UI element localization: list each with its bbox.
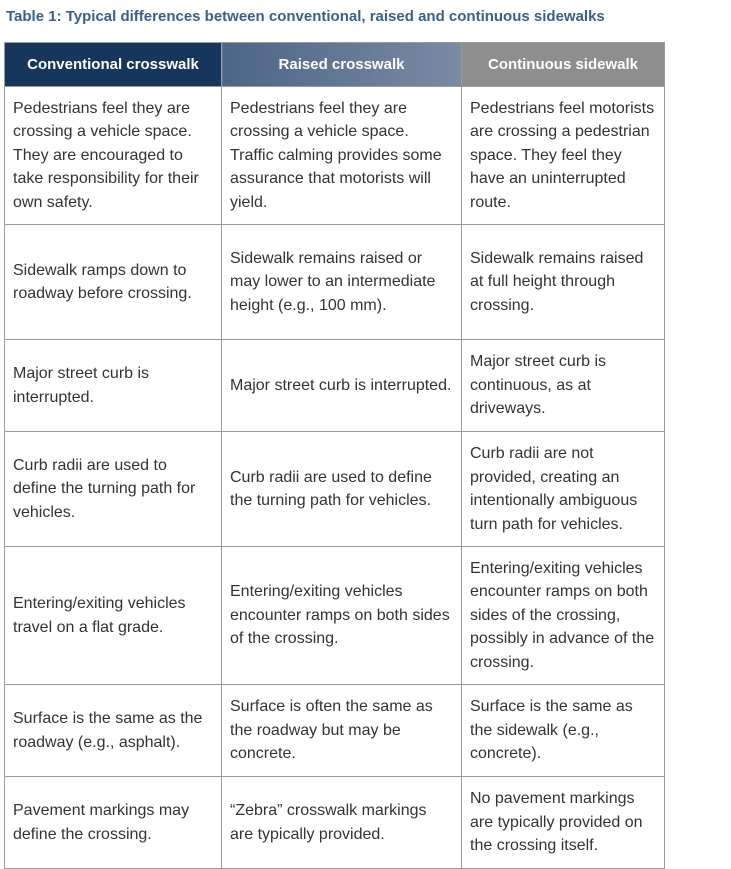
table-cell: Curb radii are not provided, creating an intentionally ambiguous turn path for vehicles.	[462, 432, 665, 547]
table-cell: Major street curb is continuous, as at driveways.	[462, 340, 665, 432]
table-header-row	[5, 43, 665, 87]
table-cell: Curb radii are used to define the turning path for vehicles.	[5, 432, 222, 547]
comparison-table	[4, 42, 665, 869]
table-row-surface	[5, 685, 665, 777]
table-row-curb	[5, 340, 665, 432]
table-row-sidewalk-height	[5, 225, 665, 340]
table-cell: Entering/exiting vehicles encounter ramps on both sides of the crossing.	[222, 547, 462, 685]
table-cell: Sidewalk ramps down to roadway before crossing.	[5, 225, 222, 340]
header-raised-crosswalk: Raised crosswalk	[222, 43, 462, 87]
table-cell: Surface is the same as the roadway (e.g., asphalt).	[5, 685, 222, 777]
table-row-perception	[5, 87, 665, 225]
table-cell: Curb radii are used to define the turning path for vehicles.	[222, 432, 462, 547]
table-cell: Surface is often the same as the roadway but may be concrete.	[222, 685, 462, 777]
table-cell: Pedestrians feel they are crossing a vehicle space. Traffic calming provides some assurance that motorists will yield.	[222, 87, 462, 225]
table-cell: “Zebra” crosswalk markings are typically provided.	[222, 777, 462, 869]
table-cell: Pavement markings may define the crossing.	[5, 777, 222, 869]
table-cell: Major street curb is interrupted.	[5, 340, 222, 432]
table-cell: Entering/exiting vehicles travel on a flat grade.	[5, 547, 222, 685]
header-conventional-crosswalk: Conventional crosswalk	[5, 43, 222, 87]
table-cell: Sidewalk remains raised at full height through crossing.	[462, 225, 665, 340]
table-cell: Surface is the same as the sidewalk (e.g., concrete).	[462, 685, 665, 777]
table-row-curb-radii	[5, 432, 665, 547]
table-cell: No pavement markings are typically provided on the crossing itself.	[462, 777, 665, 869]
table-cell: Pedestrians feel they are crossing a vehicle space. They are encouraged to take responsibility for their own safety.	[5, 87, 222, 225]
table-cell: Major street curb is interrupted.	[222, 340, 462, 432]
table-cell: Pedestrians feel motorists are crossing a pedestrian space. They feel they have an uninterrupted route.	[462, 87, 665, 225]
table-caption: Table 1: Typical differences between conventional, raised and continuous sidewalks	[6, 8, 605, 25]
table-row-markings	[5, 777, 665, 869]
table-cell: Sidewalk remains raised or may lower to an intermediate height (e.g., 100 mm).	[222, 225, 462, 340]
table-row-vehicle-grade	[5, 547, 665, 685]
header-continuous-sidewalk: Continuous sidewalk	[462, 43, 665, 87]
table-cell: Entering/exiting vehicles encounter ramps on both sides of the crossing, possibly in advance of the crossing.	[462, 547, 665, 685]
